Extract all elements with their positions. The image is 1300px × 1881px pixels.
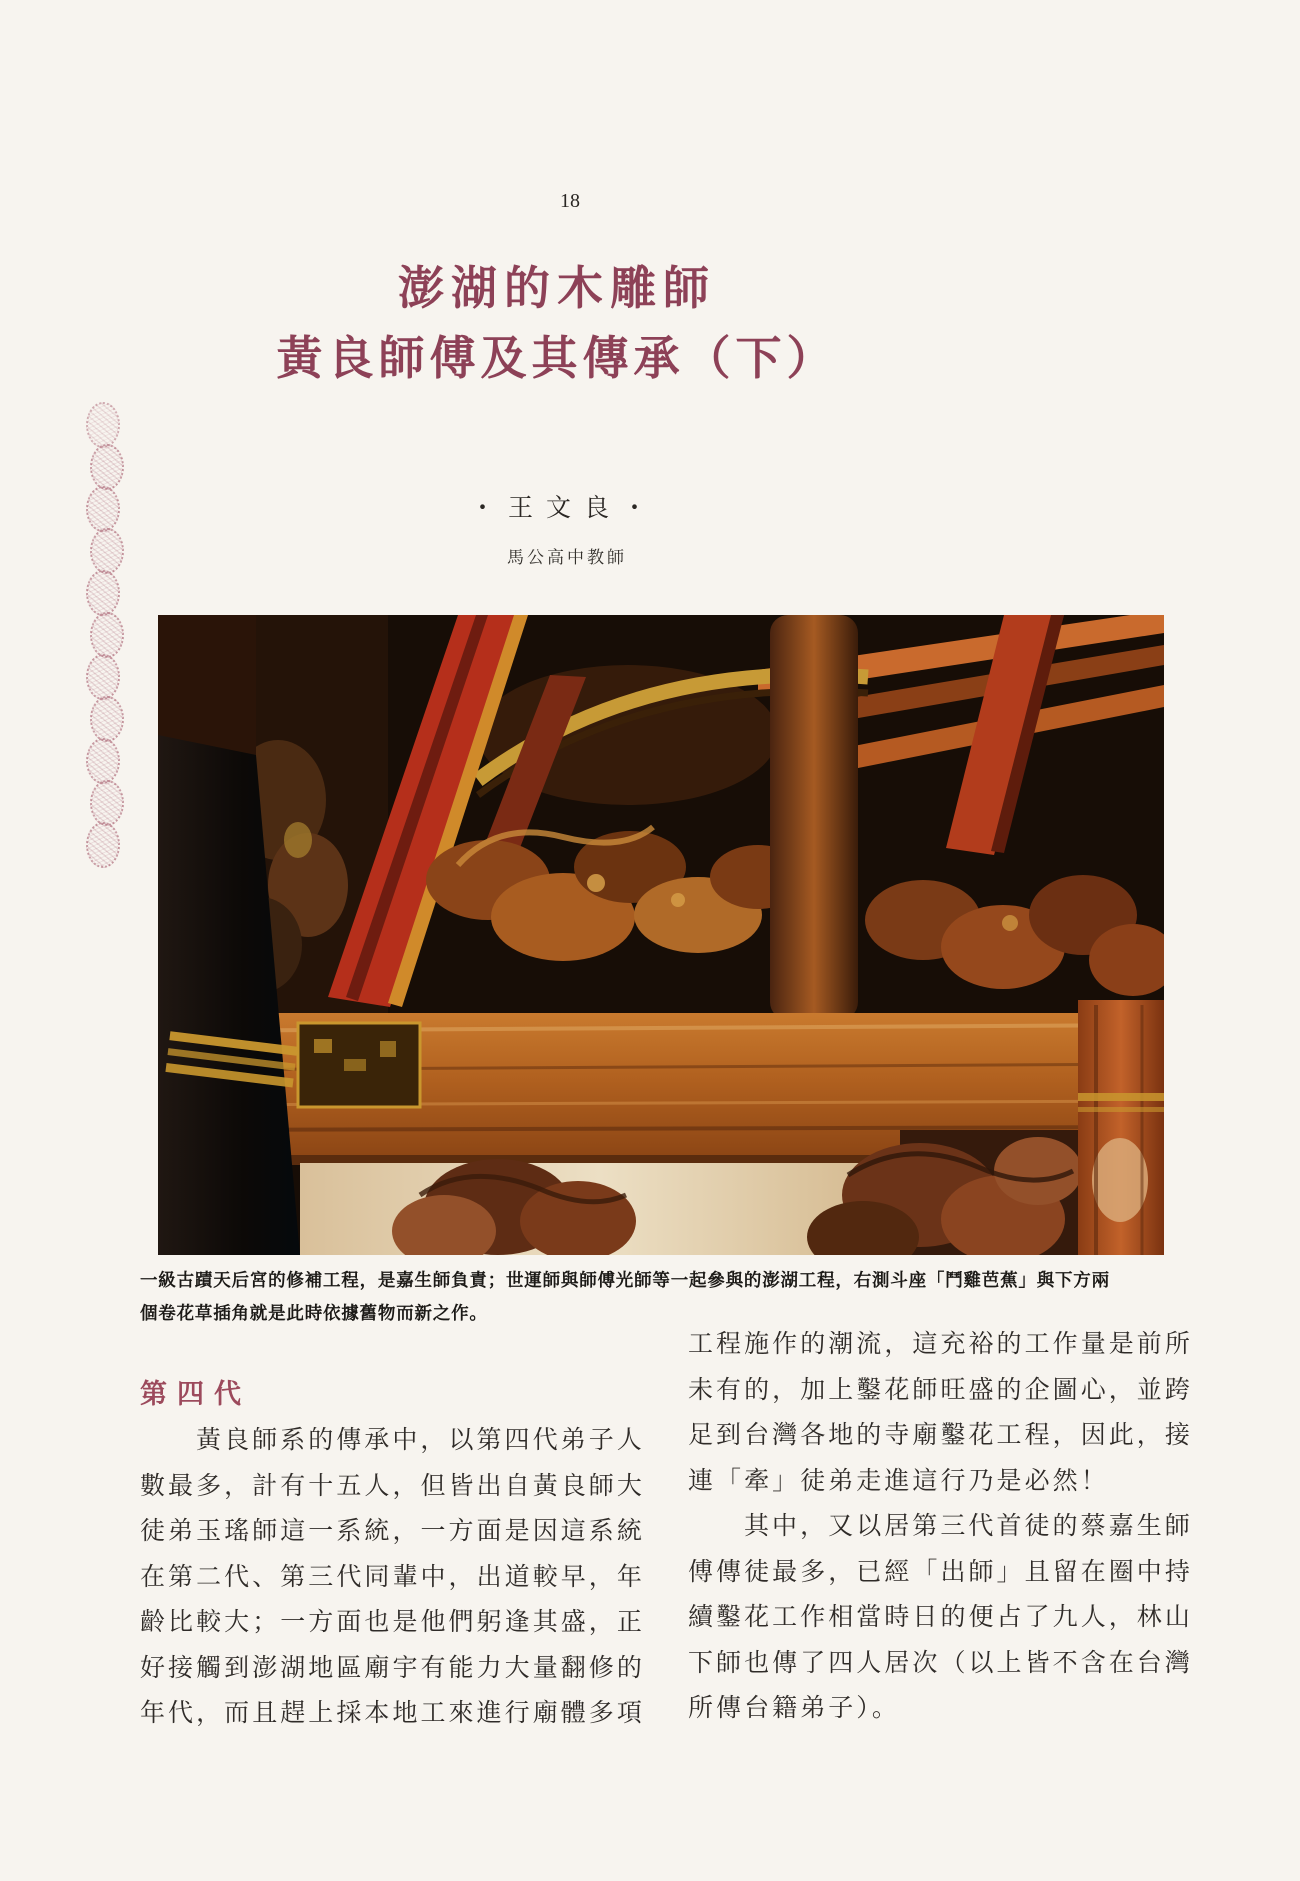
author-affiliation: 馬公高中教師 (507, 548, 627, 567)
temple-photo-illustration (158, 615, 1164, 1255)
body-text-line: 其中，又以居第三代首徒的蔡嘉生師 (744, 1513, 1193, 1540)
seal-stamp-icon (86, 570, 120, 616)
right-paragraph-1 (688, 1322, 1193, 1504)
seal-chain-ornament (86, 402, 130, 868)
body-text-line: 齡比較大；一方面也是他們躬逢其盛，正 (140, 1609, 645, 1636)
caption-line: 個卷花草插角就是此時依據舊物而新之作。 (140, 1303, 488, 1323)
article-title-line2: 黃良師傅及其傳承（下） (276, 333, 838, 384)
seal-stamp-icon (86, 738, 120, 784)
seal-stamp-icon (86, 822, 120, 868)
right-paragraph-2 (688, 1504, 1193, 1732)
caption-line: 一級古蹟天后宮的修補工程，是嘉生師負責；世運師與師傅光師等一起參與的澎湖工程，右測斗座「鬥雞芭蕉」與下方兩 (140, 1270, 1110, 1290)
seal-stamp-icon (90, 528, 124, 574)
section-heading: 第四代 (140, 1379, 251, 1409)
body-text-line: 年代，而且趕上採本地工來進行廟體多項 (140, 1700, 645, 1727)
article-title-line1: 澎湖的木雕師 (398, 263, 716, 314)
author-name: ・王文良・ (469, 495, 660, 522)
photo-caption (140, 1264, 1188, 1330)
page-number: 18 (560, 190, 580, 212)
left-paragraph (140, 1418, 645, 1737)
right-column (688, 1322, 1193, 1732)
body-text-line: 工程施作的潮流，這充裕的工作量是前所 (688, 1331, 1193, 1358)
body-text-line: 好接觸到澎湖地區廟宇有能力大量翻修的 (140, 1654, 645, 1682)
body-text-line: 傅傳徒最多，已經「出師」且留在圈中持 (688, 1558, 1193, 1586)
body-text-line: 下師也傳了四人居次（以上皆不含在台灣 (688, 1649, 1193, 1677)
seal-stamp-icon (90, 444, 124, 490)
body-text-line: 所傳台籍弟子）。 (688, 1695, 900, 1722)
seal-stamp-icon (86, 654, 120, 700)
body-text-line: 在第二代、第三代同輩中，出道較早，年 (140, 1563, 645, 1591)
left-column (140, 1375, 645, 1737)
seal-stamp-icon (90, 780, 124, 826)
body-text-line: 續鑿花工作相當時日的便占了九人，林山 (688, 1604, 1193, 1631)
body-text-line: 連「牽」徒弟走進這行乃是必然！ (688, 1467, 1109, 1495)
body-text-line: 足到台灣各地的寺廟鑿花工程，因此，接 (688, 1422, 1193, 1449)
temple-carving-photo (158, 615, 1164, 1255)
seal-stamp-icon (86, 402, 120, 448)
seal-stamp-icon (86, 486, 120, 532)
seal-stamp-icon (90, 612, 124, 658)
body-text-line: 未有的，加上鑿花師旺盛的企圖心，並跨 (688, 1376, 1193, 1404)
body-text-line: 黃良師系的傳承中，以第四代弟子人 (196, 1427, 645, 1454)
seal-stamp-icon (90, 696, 124, 742)
body-text-line: 數最多，計有十五人，但皆出自黃良師大 (140, 1472, 645, 1500)
body-text-line: 徒弟玉瑤師這一系統，一方面是因這系統 (140, 1518, 645, 1545)
